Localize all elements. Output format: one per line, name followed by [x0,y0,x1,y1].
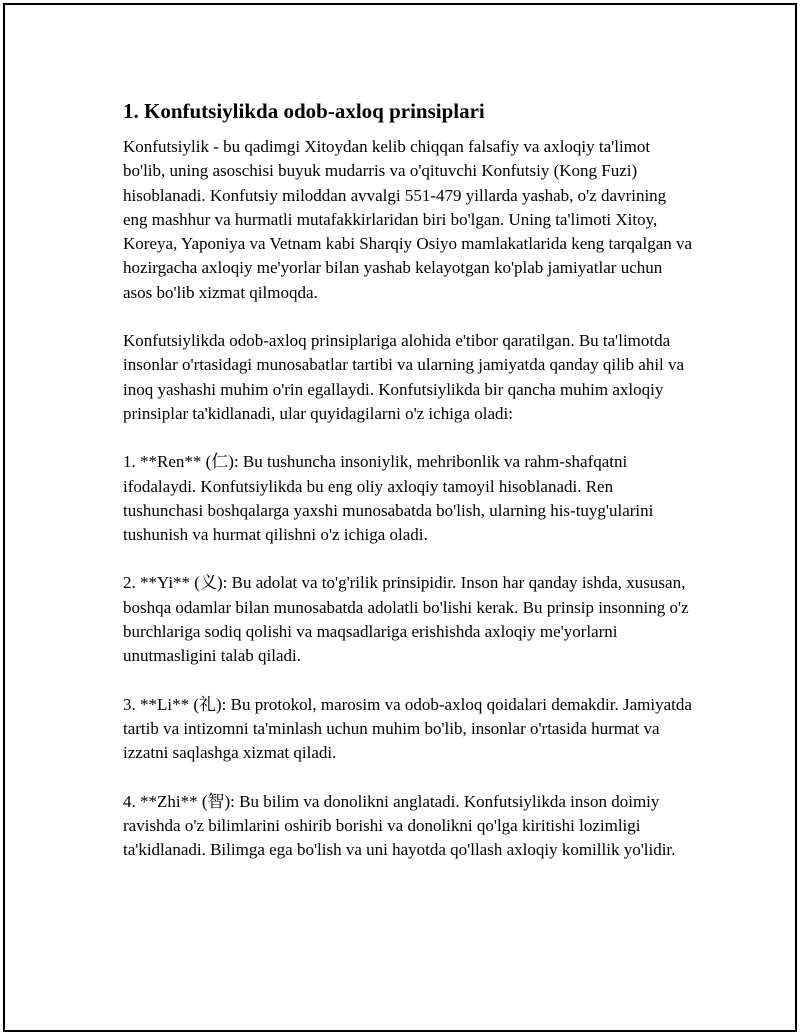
page-frame [3,3,797,1032]
paragraph-ren: 1. **Ren** (仁): Bu tushuncha insoniylik, mehribonlik va rahm-shafqatni ifodalaydi. Konfutsiylikda bu eng oliy axloqiy tamoyil hisoblanadi. Ren tushunchasi boshqalarga yaxshi munosabatda bo'lish, ularning his-tuyg'ularini tushunish va hurmat qilishni o'z ichiga oladi. [123,452,654,545]
paragraph-principles-overview: Konfutsiylikda odob-axloq prinsiplariga alohida e'tibor qaratilgan. Bu ta'limotda insonlar o'rtasidagi munosabatlar tartibi va ularning jamiyatda qanday qilib ahil va inoq yashashi muhim o'rin egallaydi. Konfutsiylikda bir qancha muhim axloqiy prinsiplar ta'kidlanadi, ular quyidagilarni o'z ichiga oladi: [123,331,685,423]
document-body [123,97,693,886]
document-title: 1. Konfutsiylikda odob-axloq prinsiplari [123,99,485,123]
paragraph-zhi: 4. **Zhi** (智): Bu bilim va donolikni anglatadi. Konfutsiylikda inson doimiy ravishda o'z bilimlarini oshirib borishi va donolikni qo'lga kiritishi lozimligi ta'kidlanadi. Bilimga ega bo'lish va uni hayotda qo'llash axloqiy komillik yo'lidir. [123,791,676,860]
paragraph-li: 3. **Li** (礼): Bu protokol, marosim va odob-axloq qoidalari demakdir. Jamiyatda tartib va intizomni ta'minlash uchun muhim bo'lib, insonlar o'rtasida hurmat va izzatni saqlashga xizmat qiladi. [123,694,692,763]
paragraph-intro: Konfutsiylik - bu qadimgi Xitoydan kelib chiqqan falsafiy va axloqiy ta'limot bo'lib, uning asoschisi buyuk mudarris va o'qituvchi Konfutsiy (Kong Fuzi) hisoblanadi. Konfutsiy miloddan avvalgi 551-479 yillarda yashab, o'z davrining eng mashhur va hurmatli mutafakkirlaridan biri bo'lgan. Uning ta'limoti Xitoy, Koreya, Yaponiya va Vetnam kabi Sharqiy Osiyo mamlakatlarida keng tarqalgan va hozirgacha axloqiy me'yorlar bilan yashab kelayotgan ko'plab jamiyatlar uchun asos bo'lib xizmat qilmoqda. [123,137,693,302]
paragraph-yi: 2. **Yi** (义): Bu adolat va to'g'rilik prinsipidir. Inson har qanday ishda, xususan, boshqa odamlar bilan munosabatda adolatli bo'lishi kerak. Bu prinsip insonning o'z burchlariga sodiq qolishi va maqsadlariga erishishda axloqiy me'yorlarni unutmasligini talab qiladi. [123,573,689,666]
